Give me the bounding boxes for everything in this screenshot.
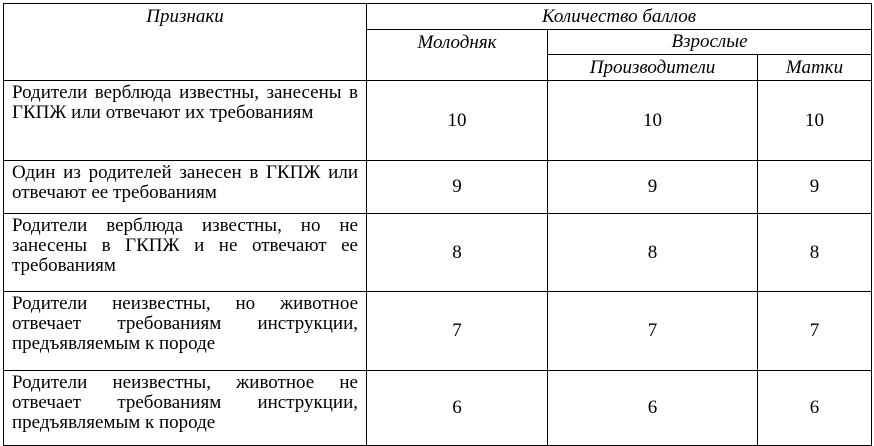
- score-dams: 7: [758, 292, 872, 371]
- header-features: Признаки: [4, 4, 367, 81]
- table-row: [4, 161, 872, 214]
- score-dams: 8: [758, 214, 872, 292]
- header-adults: Взрослые: [548, 30, 872, 55]
- header-young: Молодняк: [367, 30, 548, 81]
- score-sires: 10: [548, 81, 758, 161]
- score-sires: 9: [548, 161, 758, 214]
- score-young: 7: [367, 292, 548, 371]
- table-row: [4, 81, 872, 161]
- table-row: [4, 371, 872, 446]
- score-dams: 9: [758, 161, 872, 214]
- score-young: 6: [367, 371, 548, 446]
- score-young: 9: [367, 161, 548, 214]
- row-label: Родители верблюда известны, но не занесены в ГКПЖ и не отвечают ее требованиям: [4, 214, 367, 292]
- score-young: 8: [367, 214, 548, 292]
- row-label: Родители неизвестны, животное не отвечает требованиям инструкции, предъявляемым к породе: [4, 371, 367, 446]
- row-label: Родители неизвестны, но животное отвечает требованиям инструкции, предъявляемым к породе: [4, 292, 367, 371]
- score-dams: 6: [758, 371, 872, 446]
- score-young: 10: [367, 81, 548, 161]
- score-sires: 6: [548, 371, 758, 446]
- header-score-count: Количество баллов: [367, 4, 872, 30]
- header-dams: Матки: [758, 55, 872, 81]
- score-dams: 10: [758, 81, 872, 161]
- row-label: Родители верблюда известны, занесены в ГКПЖ или отвечают их требованиям: [4, 81, 367, 161]
- row-label: Один из родителей занесен в ГКПЖ или отвечают ее требованиям: [4, 161, 367, 214]
- table-row: [4, 292, 872, 371]
- score-sires: 8: [548, 214, 758, 292]
- score-sires: 7: [548, 292, 758, 371]
- table-row: [4, 214, 872, 292]
- header-row-1: [4, 4, 872, 30]
- scores-table: [3, 3, 872, 446]
- header-sires: Производители: [548, 55, 758, 81]
